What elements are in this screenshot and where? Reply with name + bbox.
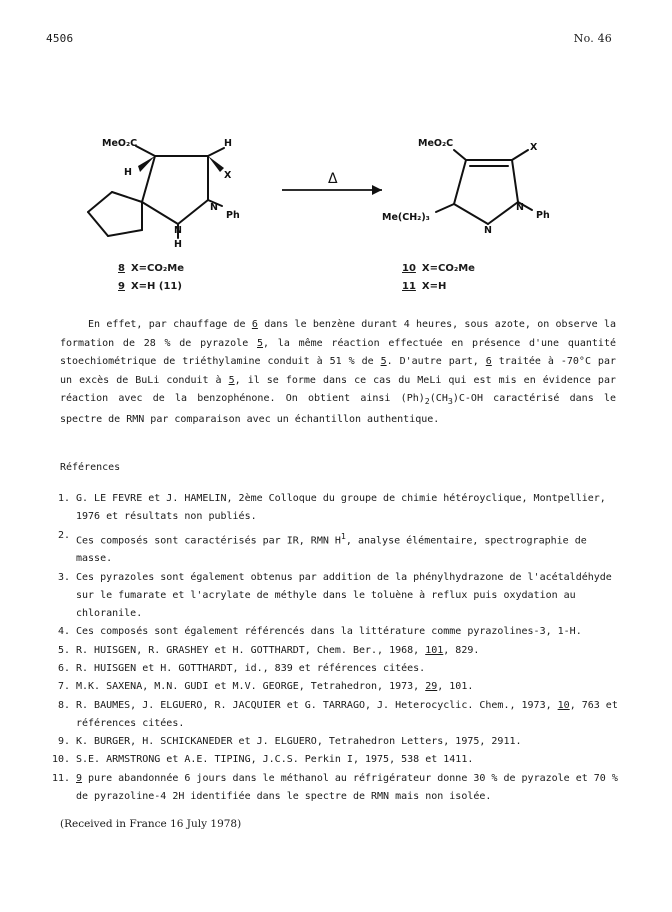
references-heading: Références [60,462,121,473]
compound-11-label: 11 X=H [402,281,447,292]
wedge-bond [208,156,224,172]
reference-item: 2. Ces composés sont caractérisés par IR, RMN $H^1$, analyse élémentaire, spectrographie de masse. [57,529,587,565]
reference-item: 6. R. HUISGEN et H. GOTTHARDT, id., 839 et références citées. [57,663,426,674]
x-label: X [530,142,538,153]
page-number: 4506 [46,32,74,45]
reference-item: 4. Ces composés sont également référencés dans la littérature comme pyrazolines-3, 1-H. [57,626,582,638]
reference-item: 3. Ces pyrazoles sont également obtenus par addition de la phénylhydrazone de l'acétaldéhyde sur le fumarate et l'acrylate de méthyle dans le toluène à reflux puis oxydation au chloranile. [57,571,612,620]
ester-label: MeO₂C [102,138,138,149]
h-label: H [224,138,232,149]
reference-list [44,490,624,806]
h-label: H [174,239,182,250]
compound-9-label: 9 X=H (11) [118,281,182,292]
spiro-pyrazolidine-structure [88,146,224,238]
butyl-label: Me(CH₂)₃ [382,212,430,223]
heat-symbol: Δ [328,171,338,187]
reaction-scheme [60,120,620,305]
ph-label: Ph [536,210,550,221]
reference-item: 11. 9 pure abandonnée 6 jours dans le méthanol au réfrigérateur donne 30 % de pyrazole et 70 % de pyrazoline-4 2H identifiée dans le spectre de RMN mais non isolée. [51,772,618,803]
n-label: N [484,225,492,236]
compound-10-label: 10 X=CO₂Me [402,263,475,274]
reference-item: 5. R. HUISGEN, R. GRASHEY et H. GOTTHARDT, Chem. Ber., 1968, 101, 829. [57,644,480,656]
body-paragraph: En effet, par chauffage de 6 dans le benzène durant 4 heures, sous azote, on observe la formation de 28 % de pyrazole 5, la même réaction effectuée en présence d'une quantité stoechiométrique de triéthylamine conduit à 51 % de 5. D'autre part, 6 traitée à -70°C par un excès de BuLi conduit à 5, il se forme dans ce cas du MeLi qui est mis en évidence par réaction avec de la benzophénone. On obtient ainsi $(Ph)_2(CH_3)C-OH$ caractérisé dans le spectre de RMN par comparaison avec un échantillon authentique. [60,319,616,425]
h-label: H [124,167,132,178]
n-label: N [174,225,182,236]
reference-item: 9. K. BURGER, H. SCHICKANEDER et J. ELGUERO, Tetrahedron Letters, 1975, 2911. [57,736,522,748]
x-label: X [224,170,232,181]
ester-label: MeO₂C [418,138,454,149]
arrow-head [372,185,382,195]
n-label: N [210,202,218,213]
ph-label: Ph [226,210,240,221]
n-label: N [516,202,524,213]
reference-item: 1. G. LE FEVRE et J. HAMELIN, 2ème Colloque du groupe de chimie hétéroyclique, Montpellier, 1976 et résultats non publiés. [57,493,606,523]
reference-item: 7. M.K. SAXENA, M.N. GUDI et M.V. GEORGE, Tetrahedron, 1973, 29, 101. [57,681,474,693]
received-date: (Received in France 16 July 1978) [60,818,242,830]
reference-item: 10. S.E. ARMSTRONG et A.E. TIPING, J.C.S. Perkin I, 1975, 538 et 1411. [51,754,474,766]
compound-8-label: 8 X=CO₂Me [118,263,185,274]
reference-item: 8. R. BAUMES, J. ELGUERO, R. JACQUIER et G. TARRAGO, J. Heterocyclic. Chem., 1973, 10, 763 et références citées. [57,699,618,729]
journal-issue: No. 46 [573,32,612,45]
